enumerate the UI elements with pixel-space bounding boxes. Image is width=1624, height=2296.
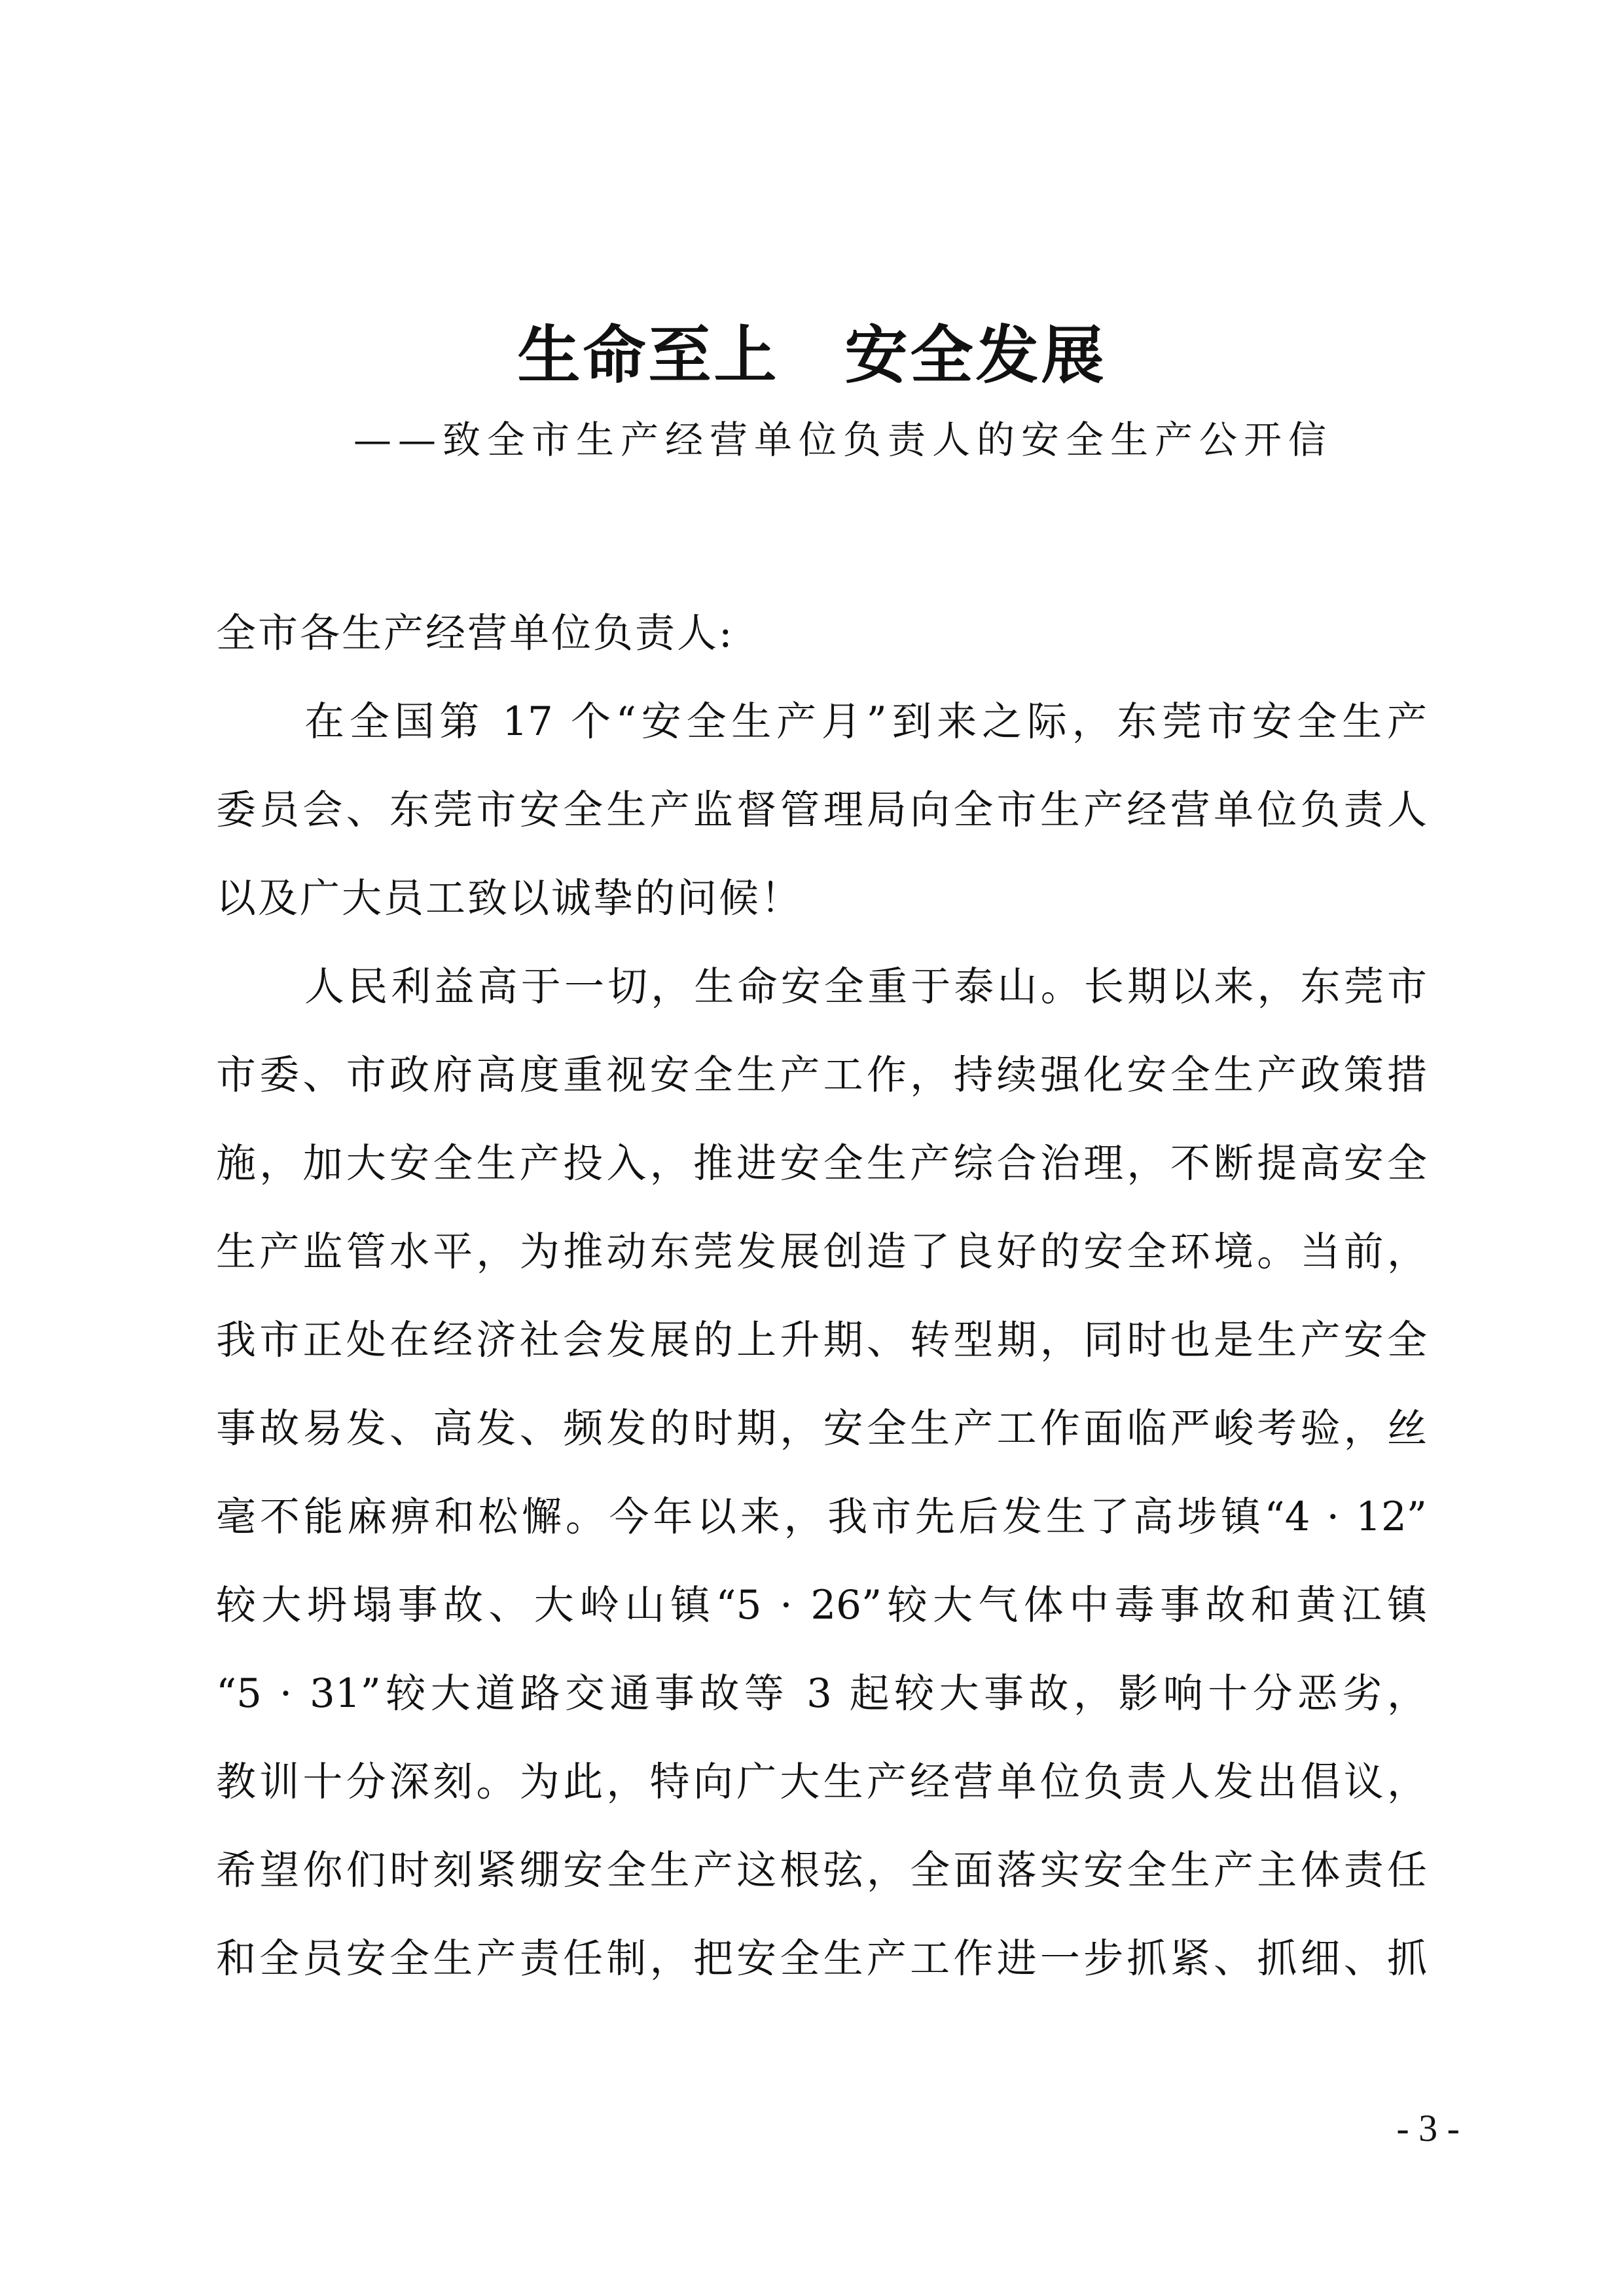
paragraph-2-line: 施，加大安全生产投入，推进安全生产综合治理，不断提高安全 — [216, 1140, 1427, 1187]
paragraph-1-line: 在全国第 17 个“安全生产月”到来之际，东莞市安全生产 — [304, 698, 1427, 745]
document-title: 生命至上 安全发展 — [517, 318, 1107, 392]
paragraph-2-line: 我市正处在经济社会发展的上升期、转型期，同时也是生产安全 — [216, 1317, 1427, 1363]
salutation: 全市各生产经营单位负责人: — [216, 610, 734, 656]
letter-body — [216, 589, 1427, 2003]
paragraph-2-line: 市委、市政府高度重视安全生产工作，持续强化安全生产政策措 — [216, 1052, 1427, 1098]
paragraph-2-line: 希望你们时刻紧绷安全生产这根弦，全面落实安全生产主体责任 — [216, 1847, 1427, 1893]
paragraph-2-line: 生产监管水平，为推动东莞发展创造了良好的安全环境。当前， — [216, 1229, 1427, 1275]
paragraph-1-line: 以及广大员工致以诚挚的问候！ — [216, 875, 803, 922]
paragraph-2-line: 人民利益高于一切，生命安全重于泰山。长期以来，东莞市 — [304, 963, 1427, 1010]
paragraph-2-line: 毫不能麻痹和松懈。今年以来，我市先后发生了高埗镇“4 · 12” — [216, 1494, 1427, 1540]
document-subtitle: ——致全市生产经营单位负责人的安全生产公开信 — [353, 418, 1333, 462]
paragraph-2-line: 教训十分深刻。为此，特向广大生产经营单位负责人发出倡议， — [216, 1759, 1427, 1805]
paragraph-2-line: “5 · 31”较大道路交通事故等 3 起较大事故，影响十分恶劣， — [216, 1670, 1427, 1717]
paragraph-2-line: 和全员安全生产责任制，把安全生产工作进一步抓紧、抓细、抓 — [216, 1935, 1427, 1982]
paragraph-1-line: 委员会、东莞市安全生产监督管理局向全市生产经营单位负责人 — [216, 787, 1427, 833]
paragraph-2-line: 较大坍塌事故、大岭山镇“5 · 26”较大气体中毒事故和黄江镇 — [216, 1582, 1427, 1628]
paragraph-2-line: 事故易发、高发、频发的时期，安全生产工作面临严峻考验，丝 — [216, 1405, 1427, 1452]
page-number: - 3 - — [1396, 2107, 1460, 2149]
